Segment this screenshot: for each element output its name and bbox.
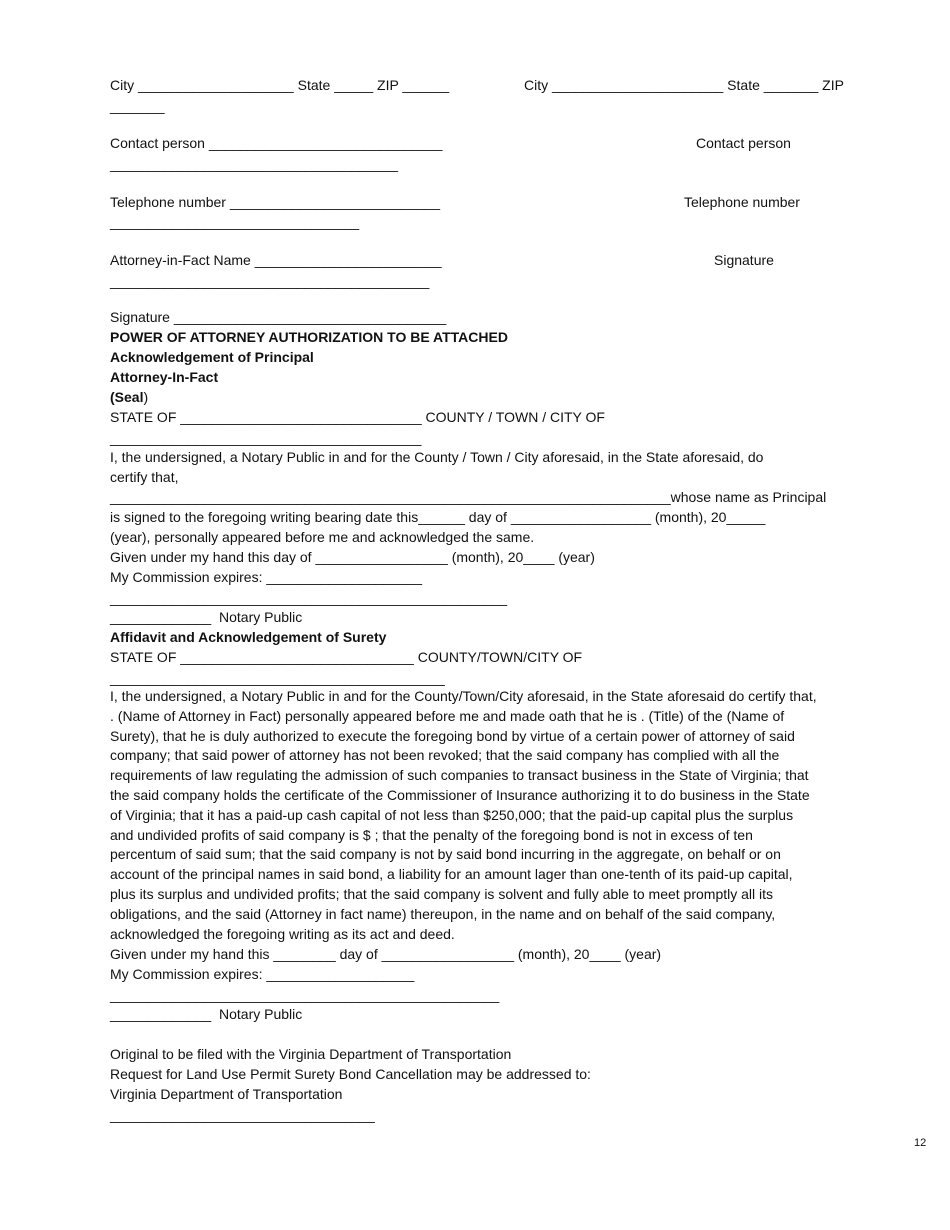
seal-word: Seal xyxy=(114,389,144,405)
surety-given-line: Given under my hand this ________ day of _________________ (month), 20____ (year) xyxy=(110,946,662,962)
ack-principal-heading: Acknowledgement of Principal xyxy=(110,349,314,365)
principal-appeared-line: (year), personally appeared before me and acknowledged the same. xyxy=(110,529,535,545)
footer-request-cancellation: Request for Land Use Permit Surety Bond Cancellation may be addressed to: xyxy=(110,1066,591,1082)
principal-given-line: Given under my hand this day of _________________ (month), 20____ (year) xyxy=(110,549,595,565)
zip-continuation: _______ xyxy=(110,98,165,114)
surety-notary-public: _____________ Notary Public xyxy=(110,1006,303,1022)
attorney-in-fact-name: Attorney-in-Fact Name ________________________ xyxy=(110,252,442,268)
principal-certify-line-2: certify that, xyxy=(110,469,179,485)
principal-notary-public: _____________ Notary Public xyxy=(110,609,303,625)
surety-signature-line: __________________________________________________ xyxy=(110,987,500,1003)
surety-heading: Affidavit and Acknowledgement of Surety xyxy=(110,629,387,645)
page-number: 12 xyxy=(914,1137,927,1149)
seal-close-paren: ) xyxy=(143,389,149,405)
footer-vdot: Virginia Department of Transportation xyxy=(110,1086,343,1102)
footer-original-filed: Original to be filed with the Virginia Department of Transportation xyxy=(110,1046,512,1062)
principal-state-line: STATE OF _______________________________ COUNTY / TOWN / CITY OF xyxy=(110,409,605,425)
principal-commission-line: My Commission expires: ____________________ xyxy=(110,569,423,585)
principal-state-continuation: ________________________________________ xyxy=(110,430,422,446)
signature-right: Signature xyxy=(714,252,774,268)
attorney-in-fact-heading: Attorney-In-Fact xyxy=(110,369,219,385)
principal-name-line: ________________________________________________________________________whose name as Principal xyxy=(110,489,827,505)
footer-address-line: __________________________________ xyxy=(110,1107,375,1123)
surety-state-line: STATE OF ______________________________ COUNTY/TOWN/CITY OF xyxy=(110,649,583,665)
attorney-in-fact-continuation: _________________________________________ xyxy=(110,273,430,289)
telephone-left: Telephone number ___________________________ xyxy=(110,194,441,210)
principal-certify-line-1: I, the undersigned, a Notary Public in and for the County / Town / City aforesaid, in the State aforesaid, do xyxy=(110,449,764,465)
surety-state-continuation: ___________________________________________ xyxy=(110,670,445,686)
poa-heading: POWER OF ATTORNEY AUTHORIZATION TO BE ATTACHED xyxy=(110,329,508,345)
seal-open-paren: ( xyxy=(110,389,115,405)
city-state-zip-right: City ______________________ State _______ ZIP xyxy=(524,77,844,93)
contact-person-left: Contact person ______________________________ xyxy=(110,135,443,151)
contact-person-continuation: _____________________________________ xyxy=(110,156,399,172)
contact-person-right: Contact person xyxy=(696,135,791,151)
surety-body-paragraph: I, the undersigned, a Notary Public in and for the County/Town/City aforesaid, in the State aforesaid do certify that, . (Name of Attorney in Fact) personally appeared before me and made oath that he is . (Title) of the (Name of Surety), that he is duly authorized to execute the foregoing bond by virtue of a certain power of attorney of said company; that said power of attorney has not been revoked; that the said company has complied with all the requirements of law regulating the admission of such companies to transact business in the State of Virginia; that the said company holds the certificate of the Commissioner of Insurance authorizing it to do business in the State of Virginia; that it has a paid-up cash capital of not less than $250,000; that the paid-up capital plus the surplus and undivided profits of said company is $ ; that the penalty of the foregoing bond is not in excess of ten percentum of said sum; that the said company is not by said bond incurring in the aggregate, on behalf or on account of the principal names in said bond, a liability for an amount lager than one-tenth of its paid-up capital, plus its surplus and undivided profits; that the said company is solvent and fully able to meet promptly all its obligations, and the said (Attorney in fact name) thereupon, in the name and on behalf of the said company, acknowledged the foregoing writing as its act and deed. xyxy=(110,688,817,942)
principal-signature-line: ___________________________________________________ xyxy=(110,590,508,606)
signature-left: Signature ___________________________________ xyxy=(110,309,447,325)
telephone-continuation: ________________________________ xyxy=(110,214,360,230)
city-state-zip-left: City ____________________ State _____ ZIP ______ xyxy=(110,77,450,93)
principal-signed-line: is signed to the foregoing writing bearing date this______ day of __________________ (month), 20_____ xyxy=(110,509,766,525)
seal-label xyxy=(110,387,148,407)
telephone-right: Telephone number xyxy=(684,194,800,210)
surety-commission-line: My Commission expires: ___________________ xyxy=(110,966,415,982)
